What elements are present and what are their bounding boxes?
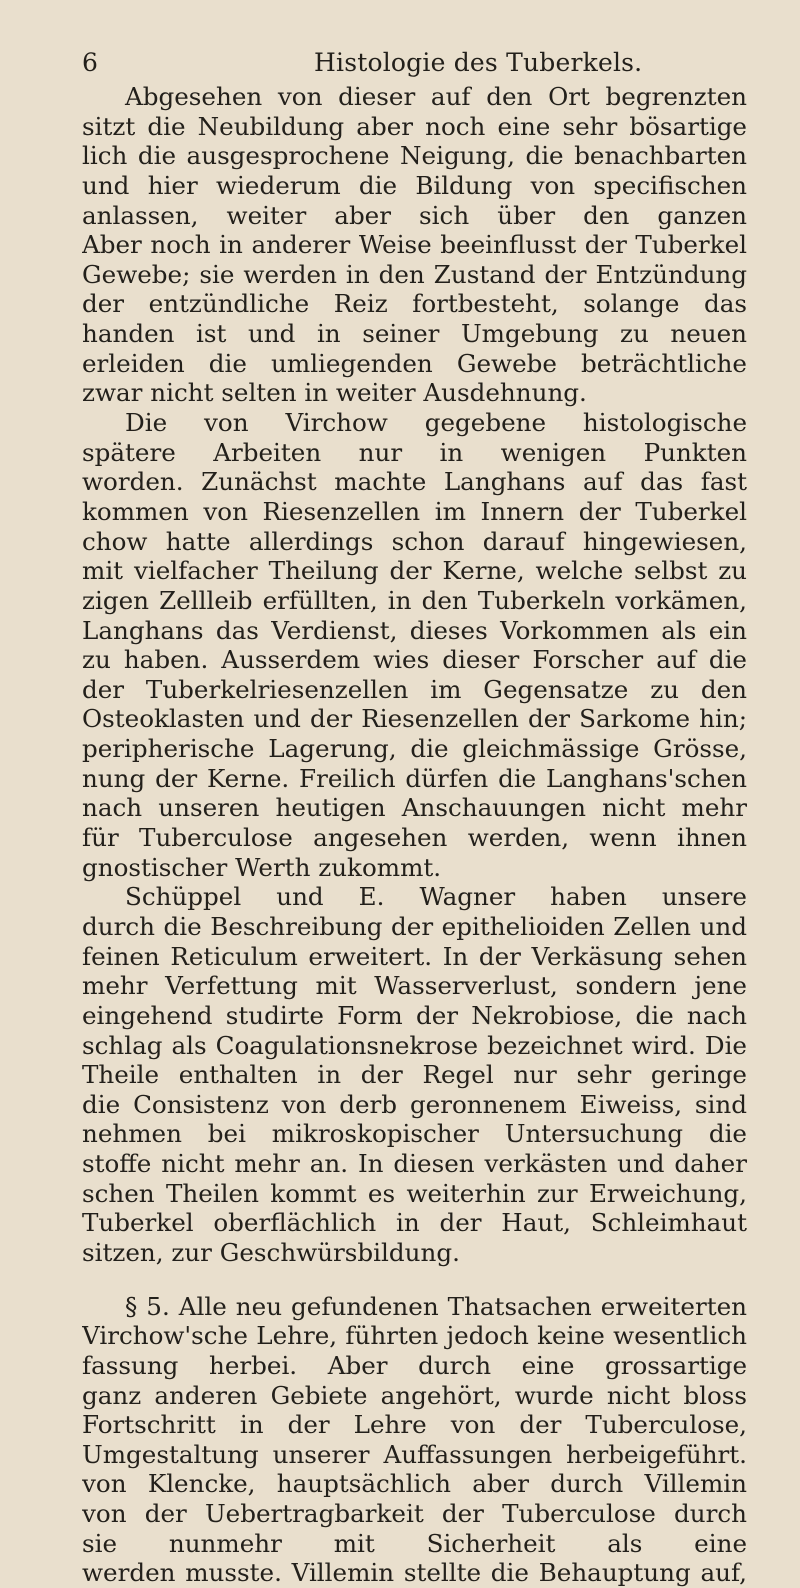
text-line: Langhans das Verdienst, dieses Vorkommen als ein [82,615,747,645]
text-line: der entzündliche Reiz fortbesteht, solange das [82,289,747,319]
text-line: von der Uebertragbarkeit der Tuberculose durch [82,1499,747,1529]
text-line: Aber noch in anderer Weise beeinflusst der Tuberkel [82,230,747,260]
page-header [82,46,742,80]
text-line: zu haben. Ausserdem wies dieser Forscher auf die [82,645,747,675]
text-line: schlag als Coagulationsnekrose bezeichnet wird. Die [82,1030,747,1060]
text-line: von Klencke, hauptsächlich aber durch Villemin [82,1469,747,1499]
text-line: mehr Verfettung mit Wasserverlust, sondern jene [82,971,747,1001]
text-line: § 5. Alle neu gefundenen Thatsachen erweiterten [125,1291,747,1321]
text-line: Theile enthalten in der Regel nur sehr geringe [82,1060,747,1090]
text-line: ganz anderen Gebiete angehört, wurde nicht bloss [82,1380,747,1410]
paragraph [82,408,747,882]
text-line: die Consistenz von derb geronnenem Eiweiss, sind [82,1089,747,1119]
text-line: gnostischer Werth zukommt. [82,852,442,882]
text-line: lich die ausgesprochene Neigung, die benachbarten [82,141,747,171]
text-line: nach unseren heutigen Anschauungen nicht mehr [82,793,747,823]
text-line: sitzt die Neubildung aber noch eine sehr bösartige [82,111,747,141]
text-line: werden musste. Villemin stellte die Behauptung auf, [82,1558,747,1588]
text-line: sitzen, zur Geschwürsbildung. [82,1237,460,1267]
text-line: anlassen, weiter aber sich über den ganzen [82,200,747,230]
paragraph [82,882,747,1267]
text-line: chow hatte allerdings schon darauf hingewiesen, [82,526,747,556]
text-line: stoffe nicht mehr an. In diesen verkästen und daher [82,1149,747,1179]
text-line: für Tuberculose angesehen werden, wenn ihnen [82,823,747,853]
text-line: fassung herbei. Aber durch eine grossartige [82,1350,747,1380]
running-title: Histologie des Tuberkels. [314,48,643,77]
text-line: und hier wiederum die Bildung von specifischen [82,170,747,200]
text-line: erleiden die umliegenden Gewebe beträchtliche [82,348,747,378]
text-line: der Tuberkelriesenzellen im Gegensatze zu den [82,674,747,704]
text-line: Die von Virchow gegebene histologische [125,408,747,438]
text-line: kommen von Riesenzellen im Innern der Tuberkel [82,496,747,526]
section-gap [82,1268,747,1292]
text-line: Umgestaltung unserer Auffassungen herbeigeführt. [82,1439,747,1469]
text-line: peripherische Lagerung, die gleichmässige Grösse, [82,734,747,764]
text-line: Schüppel und E. Wagner haben unsere [125,882,747,912]
text-line: Fortschritt in der Lehre von der Tuberculose, [82,1410,747,1440]
text-line: Tuberkel oberflächlich in der Haut, Schleimhaut [82,1208,747,1238]
paragraph [82,82,747,408]
text-line: durch die Beschreibung der epithelioiden Zellen und [82,911,747,941]
text-line: sie nunmehr mit Sicherheit als eine [82,1528,747,1558]
page-body [82,82,747,1588]
text-line: nehmen bei mikroskopischer Untersuchung die [82,1119,747,1149]
text-line: worden. Zunächst machte Langhans auf das fast [82,467,747,497]
text-line: Osteoklasten und der Riesenzellen der Sarkome hin; [82,704,747,734]
text-line: mit vielfacher Theilung der Kerne, welche selbst zu [82,556,747,586]
text-line: Abgesehen von dieser auf den Ort begrenzten [125,82,747,111]
text-line: eingehend studirte Form der Nekrobiose, die nach [82,1000,747,1030]
text-line: zwar nicht selten in weiter Ausdehnung. [82,378,587,408]
paragraph [82,1292,747,1588]
text-line: handen ist und in seiner Umgebung zu neuen [82,319,747,349]
text-line: Gewebe; sie werden in den Zustand der Entzündung [82,259,747,289]
text-line: Virchow'sche Lehre, führten jedoch keine wesentlich [82,1321,747,1351]
text-line: feinen Reticulum erweitert. In der Verkäsung sehen [82,941,747,971]
text-line: zigen Zellleib erfüllten, in den Tuberkeln vorkämen, [82,585,747,615]
text-line: nung der Kerne. Freilich dürfen die Langhans'schen [82,763,747,793]
text-line: schen Theilen kommt es weiterhin zur Erweichung, [82,1178,747,1208]
page-number: 6 [82,48,98,77]
text-line: spätere Arbeiten nur in wenigen Punkten [82,437,747,467]
